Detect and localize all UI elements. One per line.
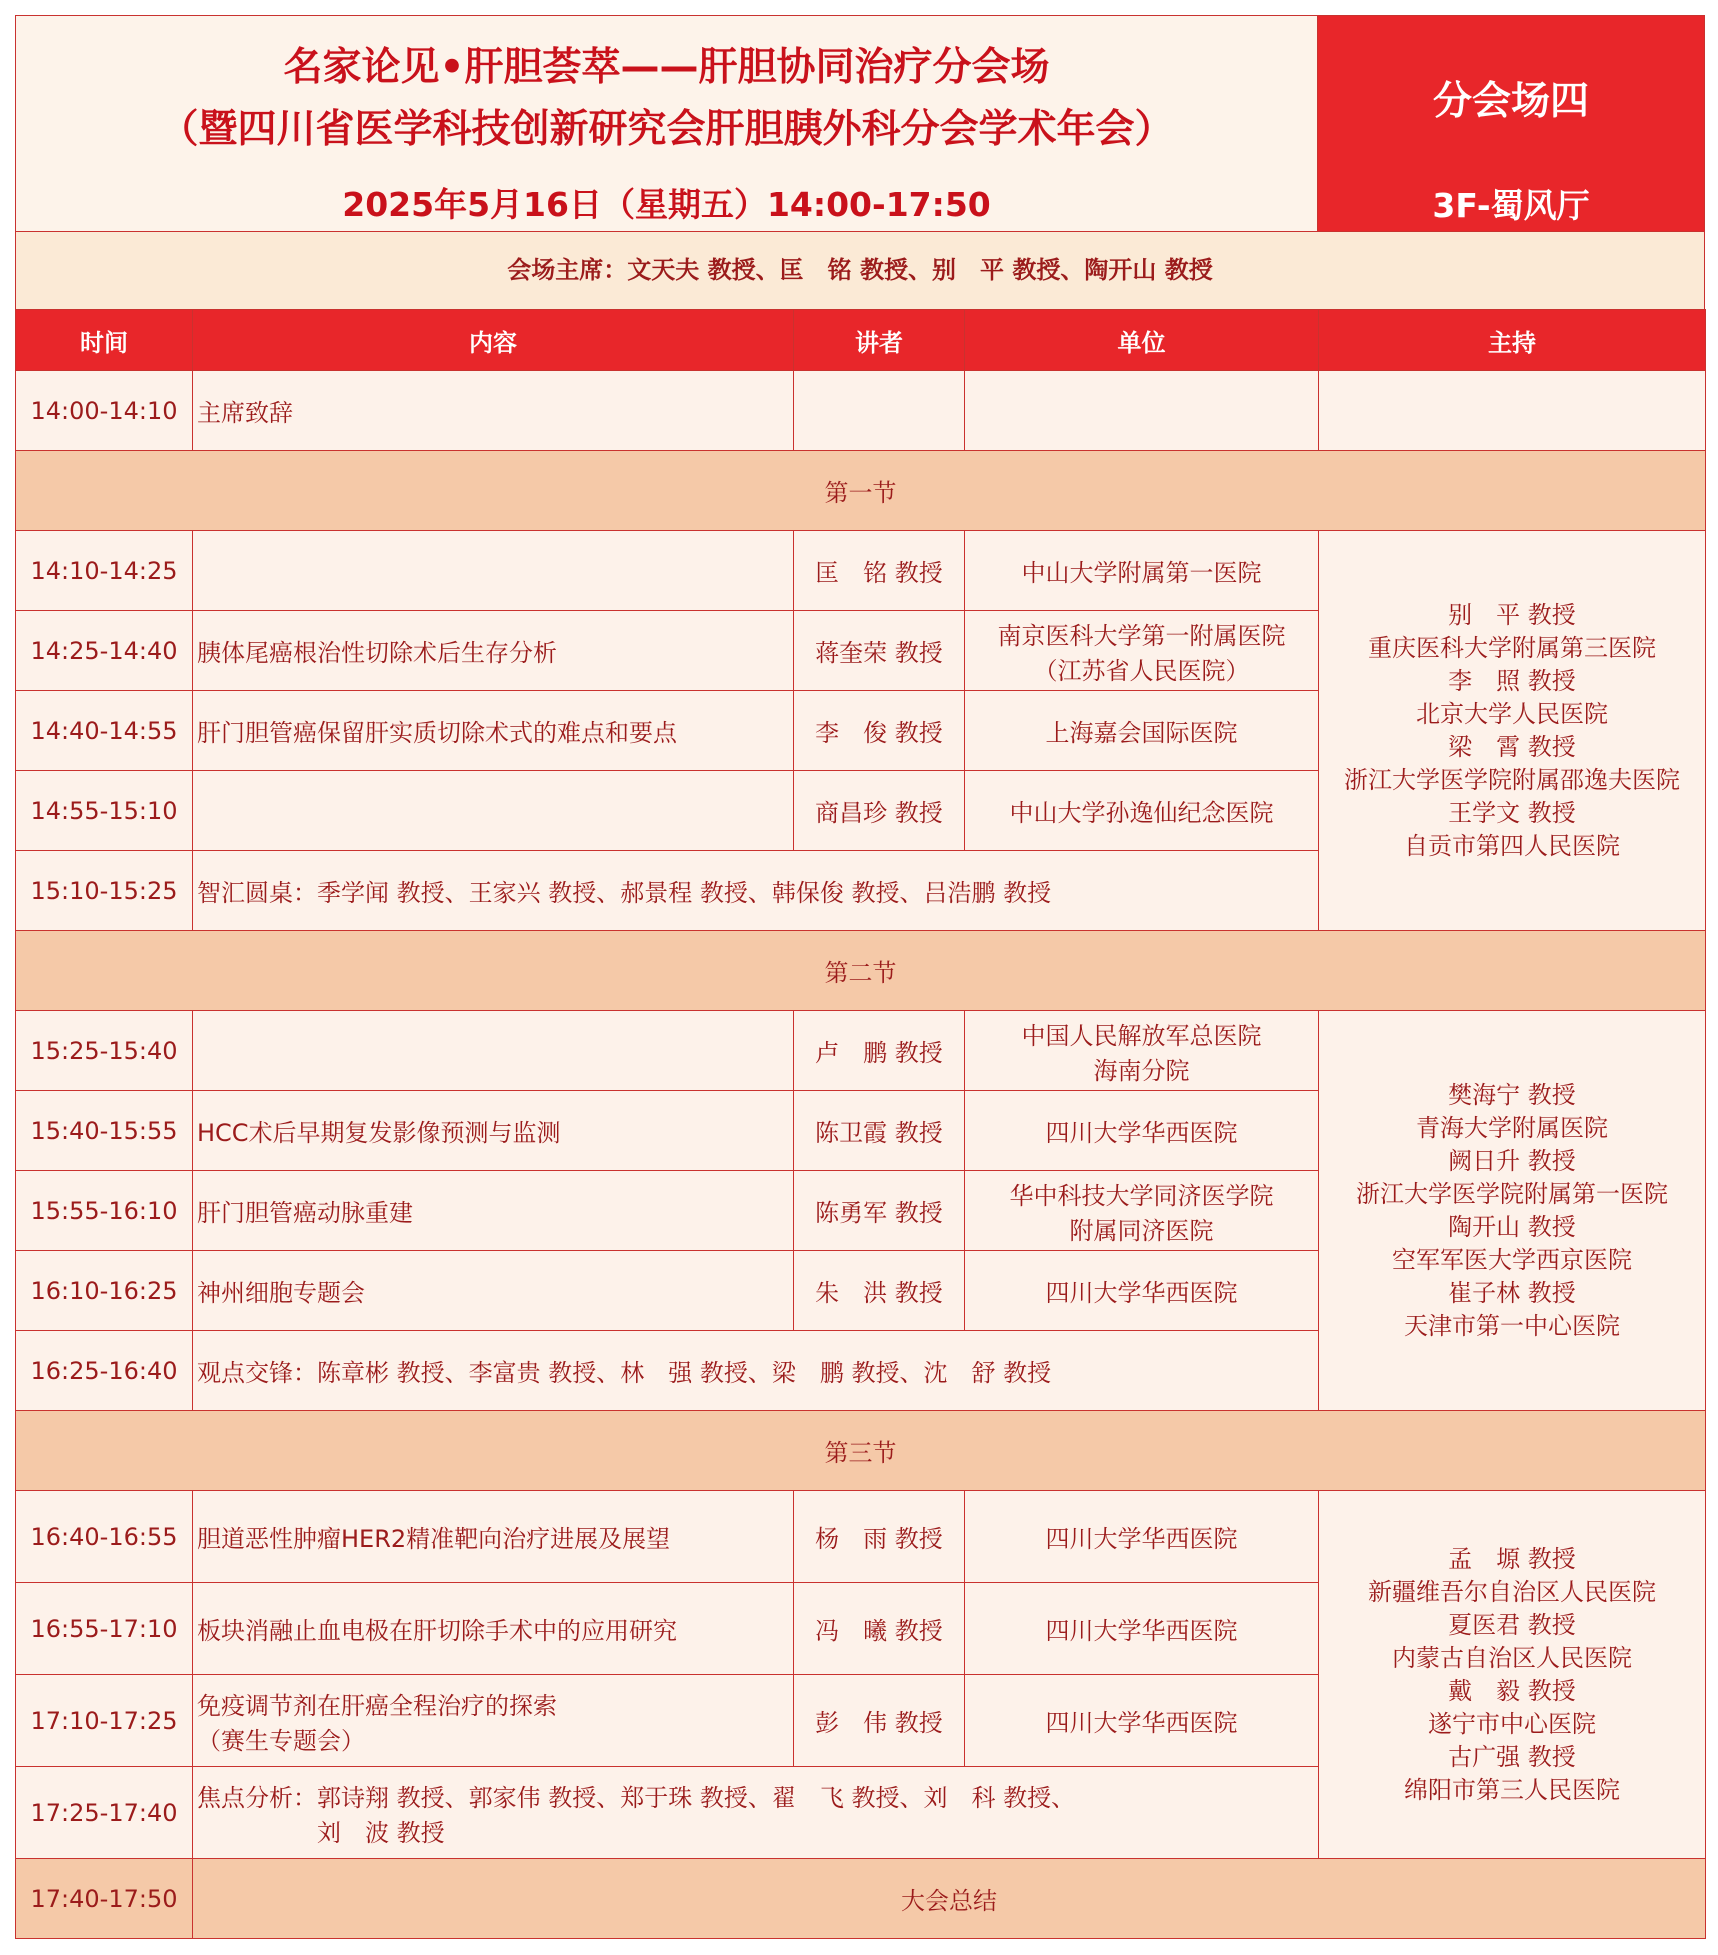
host-line: 孟 塬 教授: [1448, 1544, 1576, 1573]
speaker-cell: 冯 曦 教授: [794, 1583, 965, 1675]
content-cell: 肝门胆管癌保留肝实质切除术式的难点和要点: [193, 691, 794, 771]
time-cell: 17:25-17:40: [16, 1767, 193, 1859]
table-row: [16, 1491, 1706, 1583]
unit-line: 四川大学华西医院: [1045, 1709, 1238, 1737]
host-line: 北京大学人民医院: [1416, 699, 1608, 728]
unit-cell: [965, 1675, 1319, 1767]
time-cell: 17:10-17:25: [16, 1675, 193, 1767]
column-header-content: 内容: [193, 310, 794, 371]
section-row: [16, 1411, 1706, 1491]
content-cell: [193, 1583, 794, 1675]
time-cell: 14:10-14:25: [16, 531, 193, 611]
table-header-row: [16, 310, 1706, 371]
host-line: 青海大学附属医院: [1416, 1113, 1608, 1142]
host-line: 重庆医科大学附属第三医院: [1368, 633, 1656, 662]
host-line: 新疆维吾尔自治区人民医院: [1368, 1577, 1656, 1606]
section-title: 第一节: [16, 451, 1706, 531]
title-line-2: （暨四川省医学科技创新研究会肝胆胰外科分会学术年会）: [159, 107, 1174, 152]
venue-name: 分会场四: [1432, 79, 1589, 124]
unit-line: 海南分院: [1093, 1056, 1190, 1085]
unit-cell: [965, 691, 1319, 771]
unit-cell: [965, 1251, 1319, 1331]
unit-line: 上海嘉会国际医院: [1045, 719, 1238, 747]
content-cell: 胰体尾癌根治性切除术后生存分析: [193, 611, 794, 691]
speaker-cell: 商昌珍 教授: [794, 771, 965, 851]
unit-line: 四川大学华西医院: [1045, 1279, 1238, 1307]
speaker-cell: 陈勇军 教授: [794, 1171, 965, 1251]
host-line: 李 照 教授: [1448, 666, 1576, 695]
content-cell: 肝门胆管癌动脉重建: [193, 1171, 794, 1251]
unit-cell: [965, 1011, 1319, 1091]
content-cell: 主席致辞: [193, 371, 794, 451]
panel-line: 刘 波 教授: [317, 1818, 445, 1847]
unit-cell: [965, 611, 1319, 691]
panel-cell: 观点交锋：陈章彬 教授、李富贵 教授、林 强 教授、梁 鹏 教授、沈 舒 教授: [193, 1331, 1319, 1411]
speaker-cell: 陈卫霞 教授: [794, 1091, 965, 1171]
host-line: 戴 毅 教授: [1448, 1676, 1576, 1705]
time-cell: 15:25-15:40: [16, 1011, 193, 1091]
content-cell: [193, 1491, 794, 1583]
host-cell: [1319, 531, 1706, 931]
content-cell: [193, 771, 794, 851]
column-header-time: 时间: [16, 310, 193, 371]
host-line: 天津市第一中心医院: [1404, 1311, 1620, 1340]
content-cell: [193, 1011, 794, 1091]
host-line: 樊海宁 教授: [1448, 1080, 1576, 1109]
speaker-cell: 蒋奎荣 教授: [794, 611, 965, 691]
section-row: [16, 931, 1706, 1011]
host-line: 夏医君 教授: [1448, 1610, 1576, 1639]
agenda-sheet: [15, 15, 1705, 1943]
content-cell: [193, 531, 794, 611]
section-title: 第二节: [16, 931, 1706, 1011]
host-line: 梁 霄 教授: [1448, 732, 1576, 761]
title-block: [15, 15, 1318, 232]
host-line: 崔子林 教授: [1448, 1278, 1576, 1307]
content-line: （赛生专题会）: [197, 1726, 365, 1755]
time-cell: 16:55-17:10: [16, 1583, 193, 1675]
content-line: 胆道恶性肿瘤HER2精准靶向治疗进展及展望: [197, 1525, 671, 1553]
unit-line: 四川大学华西医院: [1045, 1119, 1238, 1147]
column-header-host: 主持: [1319, 310, 1706, 371]
unit-cell: [965, 531, 1319, 611]
unit-line: 四川大学华西医院: [1045, 1617, 1238, 1645]
host-line: 空军军医大学西京医院: [1392, 1245, 1632, 1274]
unit-cell: [965, 1171, 1319, 1251]
venue-room: 3F-蜀风厅: [1432, 186, 1590, 225]
section-title: 第三节: [16, 1411, 1706, 1491]
title-line-1: 名家论见•肝胆荟萃——肝胆协同治疗分会场: [283, 45, 1050, 90]
time-cell: 14:55-15:10: [16, 771, 193, 851]
speaker-cell: 卢 鹏 教授: [794, 1011, 965, 1091]
host-line: 遂宁市中心医院: [1428, 1709, 1596, 1738]
speaker-cell: [794, 371, 965, 451]
unit-cell: [965, 1583, 1319, 1675]
table-row: [16, 531, 1706, 611]
content-cell: 神州细胞专题会: [193, 1251, 794, 1331]
column-header-unit: 单位: [965, 310, 1319, 371]
time-cell: 16:25-16:40: [16, 1331, 193, 1411]
host-line: 古广强 教授: [1448, 1742, 1576, 1771]
content-cell: [193, 1675, 794, 1767]
host-cell: [1319, 371, 1706, 451]
unit-line: （江苏省人民医院）: [1033, 656, 1250, 685]
venue-block: [1317, 15, 1705, 232]
unit-line: 中国人民解放军总医院: [1021, 1021, 1262, 1050]
host-line: 自贡市第四人民医院: [1404, 831, 1620, 860]
time-cell: 15:55-16:10: [16, 1171, 193, 1251]
content-line: 免疫调节剂在肝癌全程治疗的探索: [197, 1691, 557, 1720]
host-cell: [1319, 1011, 1706, 1411]
closing-row: [16, 1859, 1706, 1939]
time-cell: 14:00-14:10: [16, 371, 193, 451]
time-cell: 15:40-15:55: [16, 1091, 193, 1171]
speaker-cell: 匡 铭 教授: [794, 531, 965, 611]
panel-cell: 智汇圆桌：季学闻 教授、王家兴 教授、郝景程 教授、韩保俊 教授、吕浩鹏 教授: [193, 851, 1319, 931]
panel-cell: [193, 1767, 1319, 1859]
unit-cell: [965, 1491, 1319, 1583]
time-cell: 14:25-14:40: [16, 611, 193, 691]
column-header-speaker: 讲者: [794, 310, 965, 371]
host-line: 绵阳市第三人民医院: [1404, 1775, 1620, 1804]
speaker-cell: 彭 伟 教授: [794, 1675, 965, 1767]
session-chairs: 会场主席：文天夫 教授、匡 铭 教授、别 平 教授、陶开山 教授: [15, 231, 1705, 310]
unit-line: 华中科技大学同济医学院: [1009, 1181, 1274, 1210]
unit-line: 中山大学孙逸仙纪念医院: [1009, 799, 1274, 827]
unit-cell: [965, 771, 1319, 851]
schedule-table: [15, 309, 1706, 1939]
time-cell: 14:40-14:55: [16, 691, 193, 771]
time-cell: 17:40-17:50: [16, 1859, 193, 1939]
host-line: 陶开山 教授: [1448, 1212, 1576, 1241]
speaker-cell: 朱 洪 教授: [794, 1251, 965, 1331]
host-line: 浙江大学医学院附属第一医院: [1356, 1179, 1668, 1208]
unit-cell: [965, 1091, 1319, 1171]
unit-line: 附属同济医院: [1069, 1216, 1214, 1245]
session-date-time: 2025年5月16日（星期五）14:00-17:50: [342, 185, 991, 224]
unit-line: 南京医科大学第一附属医院: [997, 621, 1286, 650]
time-cell: 16:10-16:25: [16, 1251, 193, 1331]
host-line: 内蒙古自治区人民医院: [1392, 1643, 1632, 1672]
section-row: [16, 451, 1706, 531]
host-line: 别 平 教授: [1448, 600, 1576, 629]
time-cell: 15:10-15:25: [16, 851, 193, 931]
closing-content: 大会总结: [193, 1859, 1706, 1939]
unit-line: 四川大学华西医院: [1045, 1525, 1238, 1553]
speaker-cell: 李 俊 教授: [794, 691, 965, 771]
unit-cell: [965, 371, 1319, 451]
table-row: [16, 1011, 1706, 1091]
content-line: 板块消融止血电极在肝切除手术中的应用研究: [197, 1617, 677, 1645]
host-cell: [1319, 1491, 1706, 1859]
content-cell: HCC术后早期复发影像预测与监测: [193, 1091, 794, 1171]
table-row: [16, 371, 1706, 451]
host-line: 阙日升 教授: [1448, 1146, 1576, 1175]
host-line: 浙江大学医学院附属邵逸夫医院: [1344, 765, 1680, 794]
unit-line: 中山大学附属第一医院: [1021, 559, 1262, 587]
host-line: 王学文 教授: [1448, 798, 1576, 827]
speaker-cell: 杨 雨 教授: [794, 1491, 965, 1583]
panel-line: 焦点分析：郭诗翔 教授、郭家伟 教授、郑于珠 教授、翟 飞 教授、刘 科 教授、: [197, 1783, 1076, 1812]
time-cell: 16:40-16:55: [16, 1491, 193, 1583]
